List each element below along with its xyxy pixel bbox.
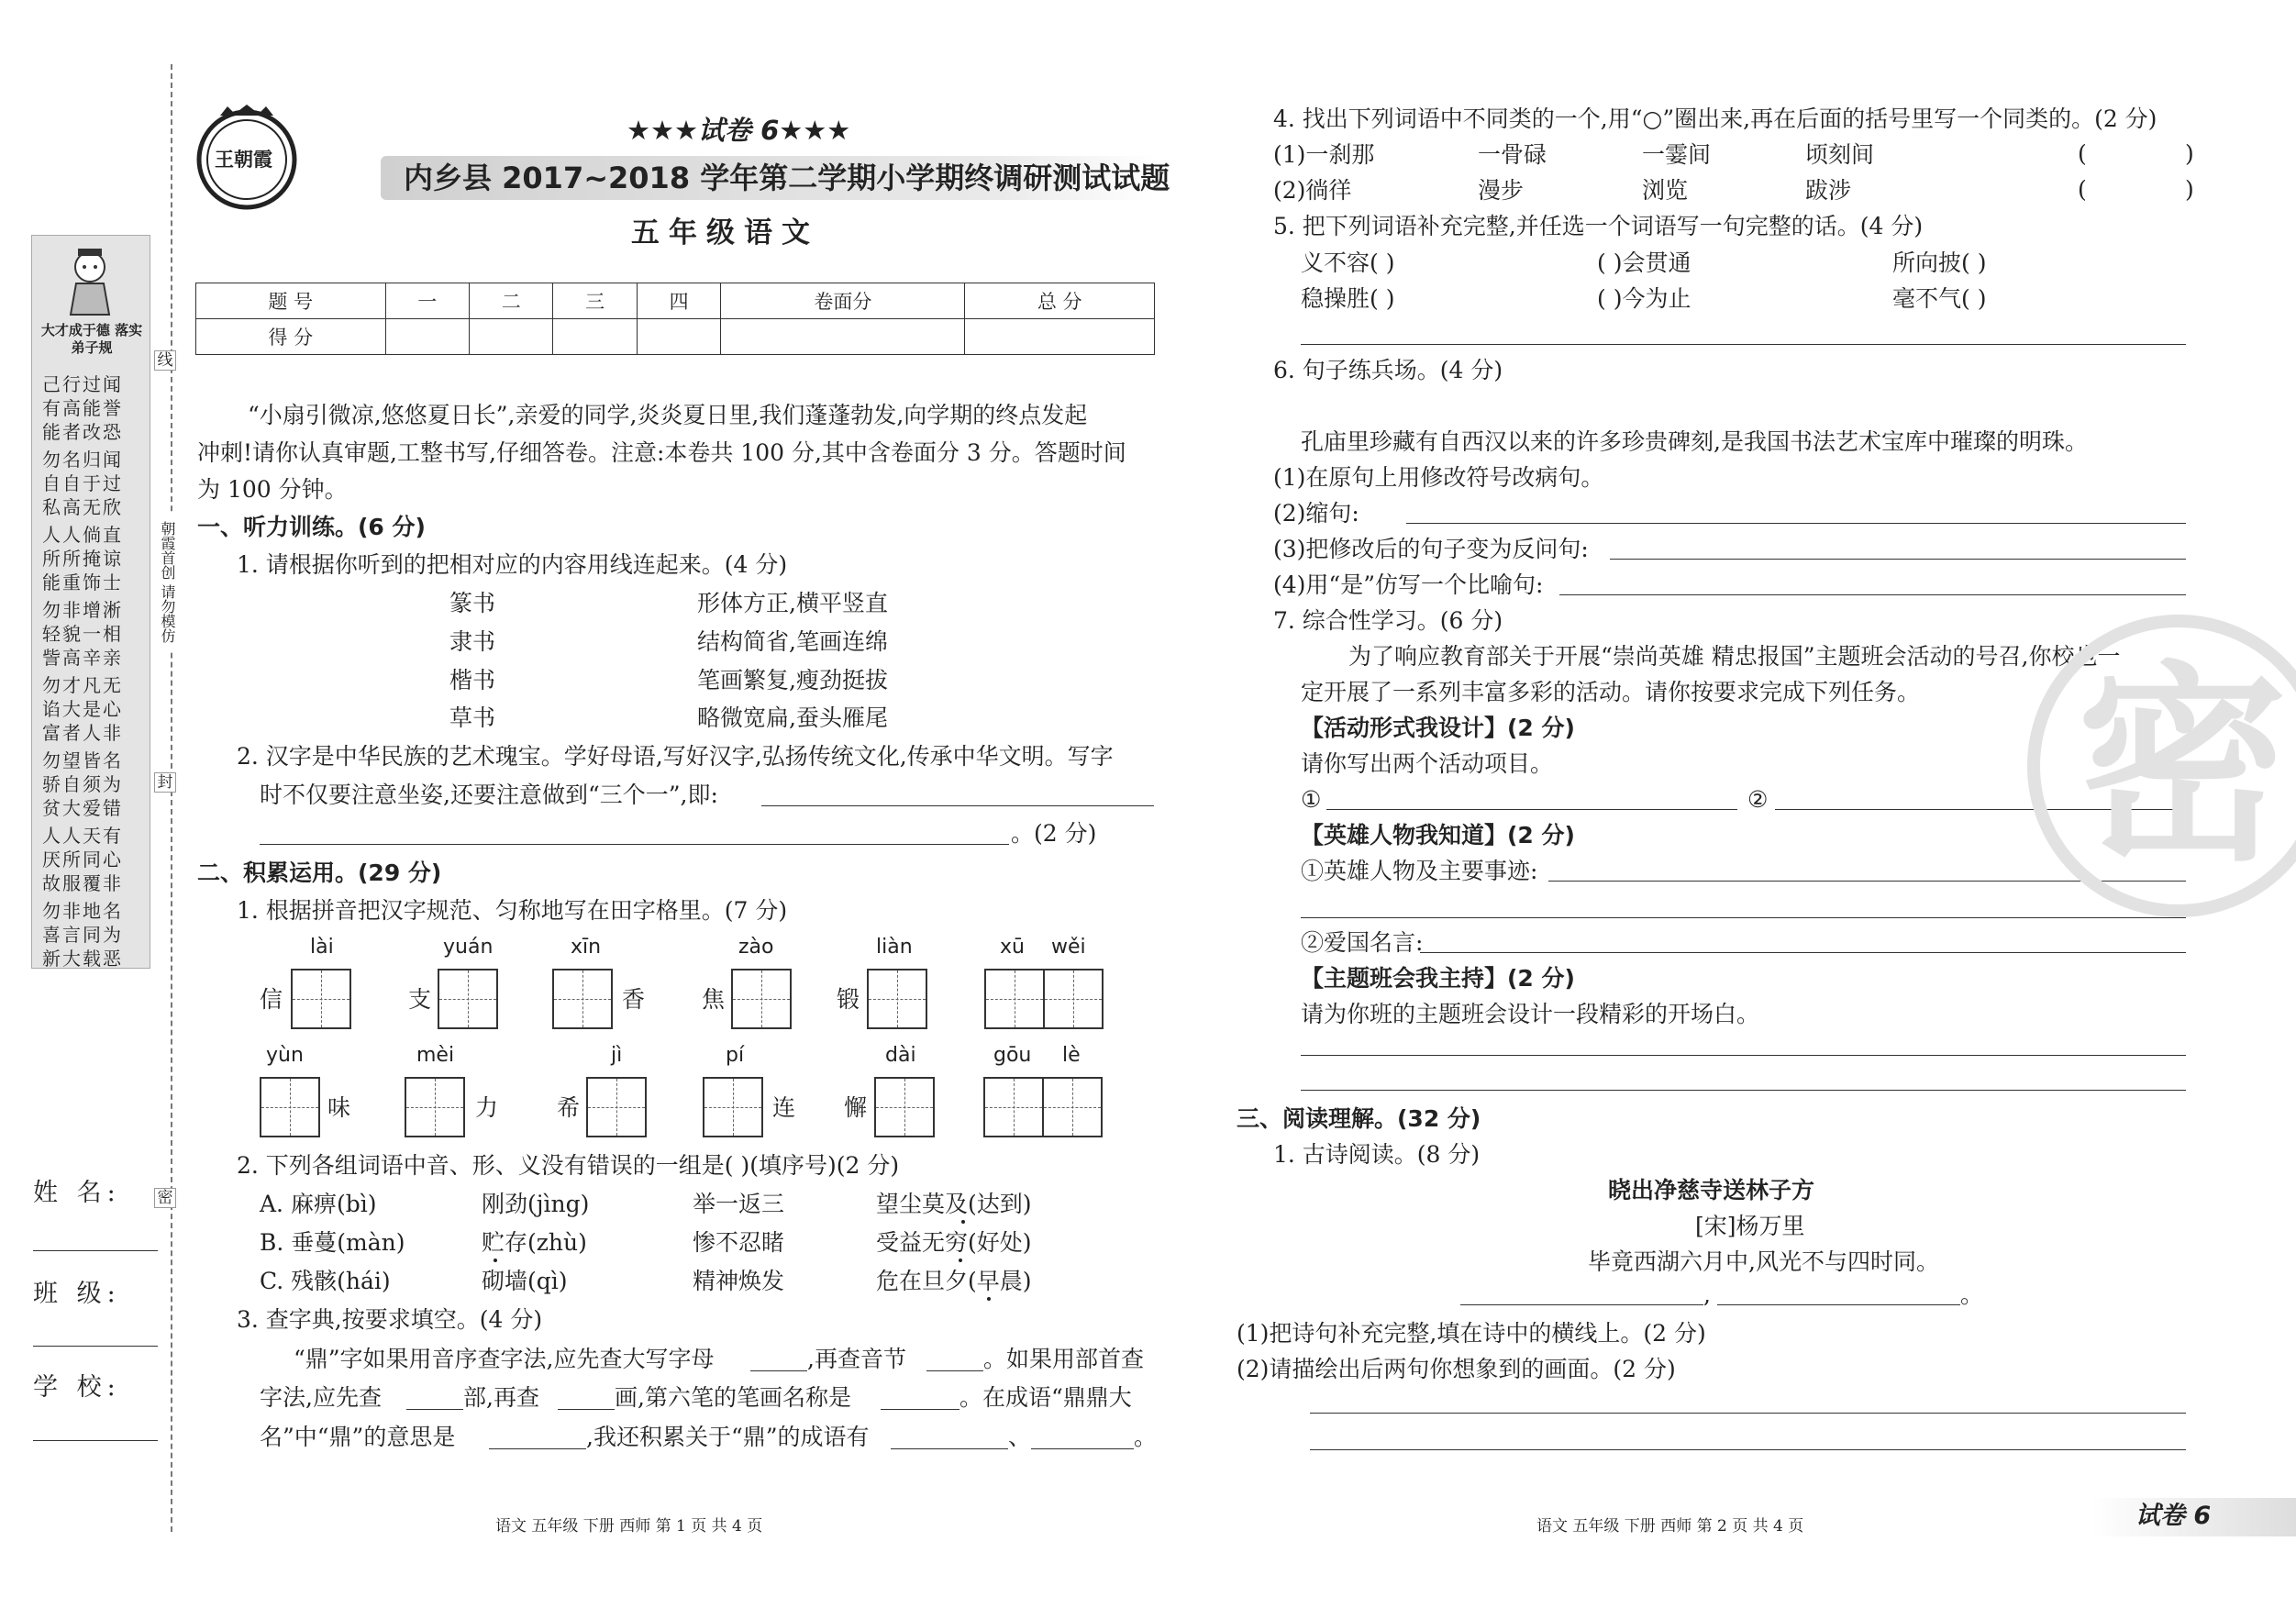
page-footer-right: 语文 五年级 下册 西师 第 2 页 共 4 页: [1536, 1517, 1804, 1536]
motto-line: 能重饰士: [42, 571, 123, 593]
q4-word[interactable]: 顷刻间: [1805, 141, 1875, 168]
q7-text: 请你写出两个活动项目。: [1301, 750, 1554, 777]
tian-grid[interactable]: [703, 1077, 763, 1137]
q7-heading: 【主题班会我主持】(2 分): [1301, 965, 1575, 992]
motto-line: 勿非增淅: [42, 599, 123, 621]
question-text: (4)用“是”仿写一个比喻句:: [1273, 571, 1544, 598]
class-label: 班 级:: [33, 1280, 121, 1308]
exam-title: 内乡县 2017~2018 学年第二学期小学期终调研测试试题: [404, 161, 1170, 195]
answer-line[interactable]: [1301, 344, 2186, 345]
option-b: 惨不忍睹: [693, 1229, 785, 1256]
match-right[interactable]: 略微宽扁,蚕头雁尾: [697, 704, 888, 731]
given-char: 力: [475, 1094, 499, 1121]
tian-grid[interactable]: [1042, 1077, 1103, 1137]
question-text: (2)缩句:: [1273, 500, 1359, 527]
given-char: 支: [408, 986, 432, 1013]
match-right[interactable]: 结构简省,笔画连绵: [697, 628, 888, 655]
q7-text: 为了响应教育部关于开展“崇尚英雄 精忠报国”主题班会活动的号召,你校也一: [1348, 643, 2121, 670]
circle-2: ②: [1747, 786, 1769, 813]
pinyin: lè: [1062, 1044, 1081, 1067]
side-label-mi: 密: [154, 1188, 176, 1208]
option-a: 刚劲(jìng): [482, 1191, 590, 1217]
score-table: [195, 283, 1155, 355]
match-left[interactable]: 篆书: [449, 590, 496, 616]
tian-grid[interactable]: [260, 1077, 320, 1137]
answer-line[interactable]: [1406, 523, 2186, 524]
seal-text: 密: [2077, 645, 2289, 890]
idiom-blank[interactable]: 义不容( ): [1301, 250, 1395, 276]
tian-grid[interactable]: [586, 1077, 647, 1137]
cartoon-figure-icon: [58, 243, 122, 316]
motto-line: 勿才凡无: [42, 674, 123, 696]
score-head: 总 分: [965, 283, 1155, 319]
school-line[interactable]: [33, 1440, 158, 1441]
question-text: 2. 汉字是中华民族的艺术瑰宝。学好母语,写好汉字,弘扬传统文化,传承中华文明。写字: [237, 743, 1114, 770]
option-c: C. 残骸(hái): [260, 1268, 391, 1294]
emphasis-dot: [961, 1220, 965, 1224]
exam-badge: ★★★试卷 6★★★: [627, 115, 851, 146]
poem-line: 毕竟西湖六月中,风光不与四时同。: [1588, 1248, 1939, 1275]
match-right[interactable]: 笔画繁复,瘦劲挺拔: [697, 667, 888, 693]
brand-logo: [193, 103, 301, 211]
blank[interactable]: [1031, 1448, 1134, 1449]
idiom-blank[interactable]: ( )会贯通: [1597, 250, 1691, 276]
answer-bracket[interactable]: (: [2078, 140, 2087, 167]
match-left[interactable]: 草书: [449, 704, 496, 731]
subject-title: 五年级语文: [631, 216, 819, 250]
score-head: 卷面分: [721, 283, 965, 319]
pinyin: mèi: [416, 1044, 455, 1067]
pinyin: dài: [885, 1044, 916, 1067]
answer-line[interactable]: [1420, 952, 2186, 953]
question-text: 4. 找出下列词语中不同类的一个,用“○”圈出来,再在后面的括号里写一个同类的。(2 分): [1273, 105, 2157, 132]
side-label-feng: 封: [154, 772, 176, 793]
given-char: 焦: [702, 986, 726, 1013]
q4-word[interactable]: (1)一刹那: [1273, 141, 1375, 168]
motto-line: 人人天有: [42, 825, 123, 847]
q6-sentence: 孔庙里珍藏有自西汉以来的许多珍贵碑刻,是我国书法艺术宝库中璀璨的明珠。: [1301, 428, 2088, 455]
question-text: 1. 古诗阅读。(8 分): [1273, 1141, 1481, 1168]
idiom-blank[interactable]: 稳操胜( ): [1301, 285, 1395, 312]
pinyin: liàn: [876, 936, 913, 959]
question-text: (3)把修改后的句子变为反问句:: [1273, 536, 1589, 562]
tian-grid[interactable]: [291, 969, 351, 1029]
option-c: 危在旦夕(早晨): [876, 1268, 1032, 1294]
q4-word[interactable]: 浏览: [1642, 177, 1689, 204]
answer-line[interactable]: [1326, 809, 1737, 810]
question-text: 5. 把下列词语补充完整,并任选一个词语写一句完整的话。(4 分): [1273, 213, 1924, 239]
score-cell[interactable]: [553, 319, 637, 355]
question-text: 1. 请根据你听到的把相对应的内容用线连起来。(4 分): [237, 551, 788, 578]
motto-line: 新大载恶: [42, 948, 123, 970]
question-text: (2)请描绘出后两句你想象到的画面。(2 分): [1237, 1356, 1676, 1382]
motto-line: 有高能誉: [42, 397, 123, 419]
blank[interactable]: [881, 1409, 959, 1410]
q4-word[interactable]: 一霎间: [1642, 141, 1712, 168]
option-c: 精神焕发: [693, 1268, 785, 1294]
motto-line: 喜言同为: [42, 924, 123, 946]
class-line[interactable]: [33, 1346, 158, 1347]
given-char: 锻: [837, 986, 860, 1013]
side-label-xian: 线: [154, 350, 176, 371]
option-b: 贮存(zhù): [482, 1229, 587, 1256]
answer-line[interactable]: [260, 844, 1009, 845]
pinyin: gōu: [993, 1044, 1032, 1067]
motto-line: 勿望皆名: [42, 749, 123, 771]
answer-line[interactable]: [1310, 1449, 2186, 1450]
pinyin: jì: [611, 1044, 623, 1067]
given-char: 信: [260, 986, 283, 1013]
motto-line: 厌所同心: [42, 848, 123, 871]
match-left[interactable]: 楷书: [449, 667, 496, 693]
section-3-title: 三、阅读理解。(32 分): [1237, 1105, 1481, 1132]
given-char: 希: [557, 1094, 581, 1121]
tian-grid[interactable]: [867, 969, 927, 1029]
score-cell[interactable]: [637, 319, 720, 355]
blank[interactable]: [926, 1370, 983, 1371]
motto-line: 谄大是心: [42, 698, 123, 720]
tian-grid[interactable]: [731, 969, 792, 1029]
question-text: 时不仅要注意坐姿,还要注意做到“三个一”,即:: [260, 782, 718, 808]
option-a: A. 麻痹(bì): [260, 1191, 377, 1217]
poem-blank[interactable]: [1717, 1304, 1960, 1305]
emphasis-dot: [987, 1297, 991, 1301]
intro-line: 冲刺!请你认真审题,工整书写,仔细答卷。注意:本卷共 100 分,其中含卷面分 3 分。答题时间: [197, 439, 1126, 466]
answer-line[interactable]: [1610, 559, 2186, 560]
emphasis-dot: [494, 1259, 497, 1262]
idiom-blank[interactable]: 毫不气( ): [1892, 285, 1987, 312]
question-text: 2. 下列各组词语中音、形、义没有错误的一组是( )(填序号)(2 分): [237, 1152, 900, 1179]
answer-line[interactable]: [1301, 1090, 2186, 1091]
section-2-title: 二、积累运用。(29 分): [197, 859, 442, 886]
tian-grid[interactable]: [874, 1077, 935, 1137]
pinyin: pí: [726, 1044, 745, 1067]
tian-grid[interactable]: [552, 969, 613, 1029]
answer-line[interactable]: [1301, 917, 2186, 918]
motto-line: 轻貌一相: [42, 623, 123, 645]
page-footer-left: 语文 五年级 下册 西师 第 1 页 共 4 页: [495, 1517, 763, 1536]
score-head: 三: [553, 283, 637, 319]
question-text: ,再查音节: [807, 1346, 906, 1372]
name-label: 姓 名:: [33, 1179, 121, 1207]
question-text: “鼎”字如果用音序查字法,应先查大写字母: [294, 1346, 715, 1372]
idiom-blank[interactable]: 所向披( ): [1892, 250, 1987, 276]
poem-punct: 。: [1960, 1281, 1984, 1308]
motto-line: 富者人非: [42, 722, 123, 744]
option-a: 举一返三: [693, 1191, 785, 1217]
name-line[interactable]: [33, 1250, 158, 1251]
intro-line: 为 100 分钟。: [197, 476, 348, 503]
option-c: 砌墙(qì): [482, 1268, 568, 1294]
q7-text: 定开展了一系列丰富多彩的活动。请你按要求完成下列任务。: [1301, 679, 1921, 705]
q7-heading: 【活动形式我设计】(2 分): [1301, 715, 1575, 741]
score-cell[interactable]: [385, 319, 469, 355]
question-text: 字法,应先查: [260, 1384, 382, 1411]
tian-grid[interactable]: [983, 1077, 1044, 1137]
blank[interactable]: [558, 1409, 615, 1410]
question-text: 3. 查字典,按要求填空。(4 分): [237, 1306, 543, 1333]
question-text: 7. 综合性学习。(6 分): [1273, 607, 1503, 634]
poem-title: 晓出净慈寺送林子方: [1608, 1177, 1815, 1203]
option-a: 望尘莫及(达到): [876, 1191, 1032, 1217]
motto-line: 故服覆非: [42, 872, 123, 894]
question-text: (1)在原句上用修改符号改病句。: [1273, 464, 1604, 491]
blank[interactable]: [750, 1370, 807, 1371]
blank[interactable]: [489, 1448, 586, 1449]
q4-word[interactable]: 漫步: [1478, 177, 1525, 204]
given-char: 香: [622, 986, 646, 1013]
section-1-title: 一、听力训练。(6 分): [197, 514, 426, 540]
side-label-credit: 朝霞首创 请勿模仿: [154, 514, 176, 651]
q4-word[interactable]: (2)徜徉: [1273, 177, 1352, 204]
motto-line: 己行过闻: [42, 373, 123, 395]
score-cell[interactable]: [965, 319, 1155, 355]
tian-grid[interactable]: [405, 1077, 465, 1137]
question-text: 画,第六笔的笔画名称是: [615, 1384, 851, 1411]
pinyin: yùn: [266, 1044, 304, 1067]
q7-text: ①英雄人物及主要事迹:: [1301, 858, 1538, 884]
answer-line[interactable]: [1559, 594, 2186, 595]
answer-line[interactable]: [1301, 1055, 2186, 1056]
q7-text: ②爱国名言:: [1301, 929, 1424, 956]
answer-bracket: ): [2185, 140, 2194, 167]
motto-line: 自自于过: [42, 472, 123, 494]
school-label: 学 校:: [33, 1373, 121, 1402]
question-text: 1. 根据拼音把汉字规范、匀称地写在田字格里。(7 分): [237, 897, 788, 924]
q7-text: 请为你班的主题班会设计一段精彩的开场白。: [1301, 1001, 1760, 1027]
given-char: 连: [772, 1094, 796, 1121]
option-b: 受益无穷(好处): [876, 1229, 1032, 1256]
pinyin: xīn: [571, 936, 602, 959]
idiom-blank[interactable]: ( )今为止: [1597, 285, 1691, 312]
strip-top-text: 大才成于德 落实弟子规: [40, 322, 143, 356]
question-text: ,我还积累关于“鼎”的成语有: [586, 1424, 870, 1450]
motto-line: 能者改恐: [42, 421, 123, 443]
given-char: 懈: [844, 1094, 868, 1121]
footer-badge: 试卷 6: [2135, 1502, 2212, 1530]
circle-1: ①: [1301, 786, 1322, 813]
motto-line: 私高无欣: [42, 496, 123, 518]
score-cell[interactable]: [470, 319, 553, 355]
match-right[interactable]: 形体方正,横平竖直: [697, 590, 888, 616]
q7-heading: 【英雄人物我知道】(2 分): [1301, 822, 1575, 848]
score-head: 题 号: [196, 283, 386, 319]
score-head: 二: [470, 283, 553, 319]
answer-bracket: ): [2185, 176, 2194, 203]
question-text: 。在成语“鼎鼎大: [959, 1384, 1132, 1411]
score-head: 一: [385, 283, 469, 319]
tian-grid[interactable]: [1043, 969, 1104, 1029]
tian-grid[interactable]: [438, 969, 498, 1029]
pinyin: xū: [1000, 936, 1025, 959]
option-b: B. 垂蔓(màn): [260, 1229, 405, 1256]
q4-word[interactable]: 一骨碌: [1478, 141, 1547, 168]
binding-line: [171, 64, 172, 1532]
score-row-label: 得 分: [196, 319, 386, 355]
emphasis-dot: [959, 1259, 962, 1262]
intro-line: “小扇引微凉,悠悠夏日长”,亲爱的同学,炎炎夏日里,我们蓬蓬勃发,向学期的终点发起: [248, 402, 1088, 428]
answer-line[interactable]: [1310, 1413, 2186, 1414]
given-char: 味: [327, 1094, 351, 1121]
question-text: 6. 句子练兵场。(4 分): [1273, 357, 1503, 383]
score-head: 四: [637, 283, 720, 319]
question-text: 、: [1008, 1424, 1032, 1450]
motto-line: 訾高辛亲: [42, 647, 123, 669]
question-text: (1)把诗句补充完整,填在诗中的横线上。(2 分): [1237, 1320, 1706, 1347]
match-left[interactable]: 隶书: [449, 628, 496, 655]
pinyin: wěi: [1051, 936, 1086, 959]
question-text: 部,再查: [463, 1384, 539, 1411]
q4-word[interactable]: 跋涉: [1805, 177, 1852, 204]
answer-line[interactable]: [761, 805, 1154, 806]
answer-bracket[interactable]: (: [2078, 176, 2087, 203]
motto-line: 勿非地名: [42, 900, 123, 922]
score-cell[interactable]: [721, 319, 965, 355]
motto-line: 人人倘直: [42, 524, 123, 546]
question-text: 名”中“鼎”的意思是: [260, 1424, 456, 1450]
blank[interactable]: [891, 1448, 1008, 1449]
pinyin: zào: [738, 936, 774, 959]
motto-line: 骄自须为: [42, 773, 123, 795]
poem-punct: ,: [1703, 1281, 1711, 1308]
blank[interactable]: [406, 1409, 463, 1410]
tian-grid[interactable]: [984, 969, 1045, 1029]
pinyin: lài: [310, 936, 334, 959]
motto-line: 贫大爱错: [42, 797, 123, 819]
question-text: 。如果用部首查: [983, 1346, 1145, 1372]
motto-line: 勿名归闻: [42, 449, 123, 471]
poem-author: [宋]杨万里: [1695, 1213, 1805, 1239]
poem-blank[interactable]: [1460, 1304, 1703, 1305]
motto-line: 所所掩谅: [42, 548, 123, 570]
logo-text: 王朝霞: [215, 149, 272, 171]
question-text: 。: [1134, 1424, 1158, 1450]
pinyin: yuán: [443, 936, 494, 959]
score-note: 。(2 分): [1011, 820, 1097, 847]
